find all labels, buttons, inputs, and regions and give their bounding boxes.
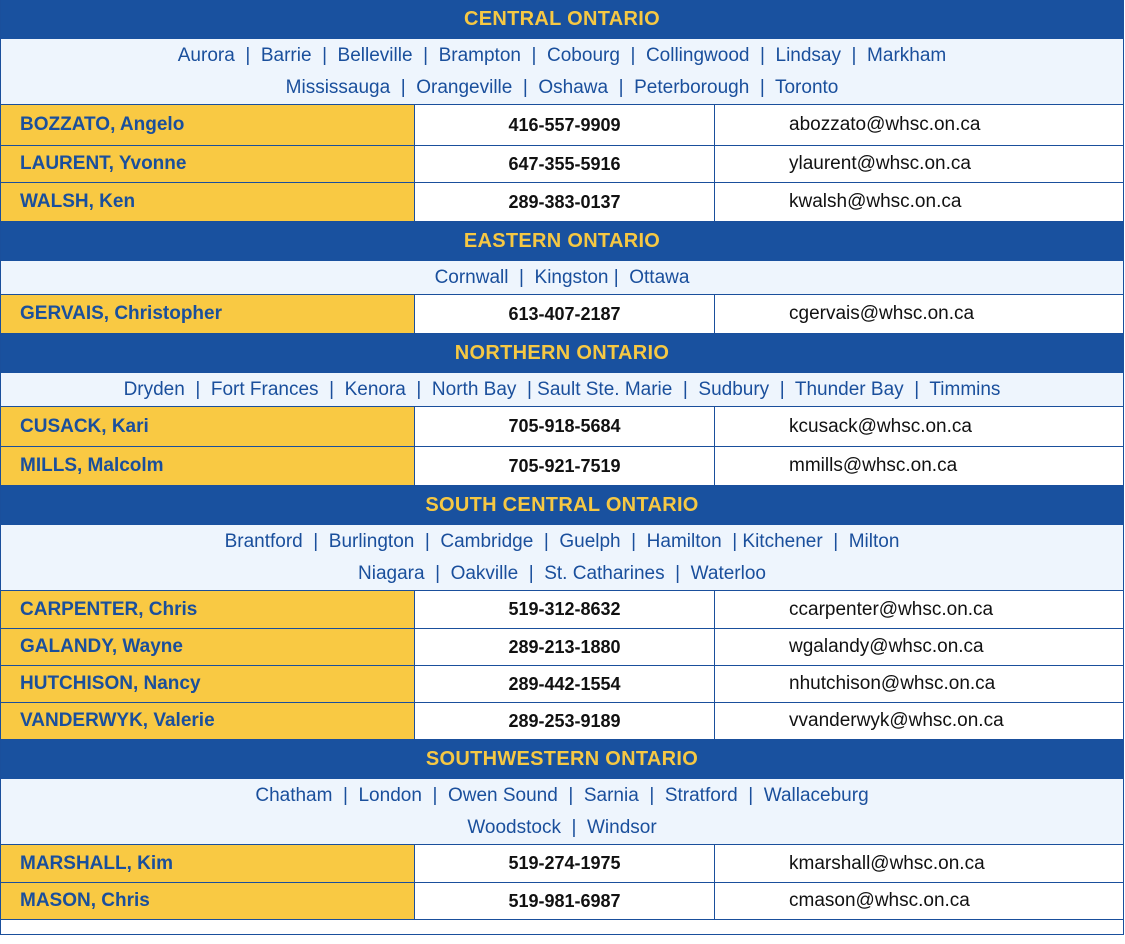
contact-email[interactable]: cmason@whsc.on.ca xyxy=(789,890,970,911)
contact-phone: 519-981-6987 xyxy=(415,883,715,919)
contact-name: BOZZATO, Angelo xyxy=(1,105,415,145)
contact-name: WALSH, Ken xyxy=(1,183,415,221)
contact-row xyxy=(1,295,1123,334)
contact-row xyxy=(1,105,1123,146)
contact-phone: 416-557-9909 xyxy=(415,105,715,145)
contact-row xyxy=(1,447,1123,486)
city-list-line: Niagara | Oakville | St. Catharines | Waterloo xyxy=(358,562,766,584)
contact-row xyxy=(1,845,1123,883)
region-header: EASTERN ONTARIO xyxy=(1,222,1123,261)
contact-email[interactable]: mmills@whsc.on.ca xyxy=(789,455,958,476)
region-cities xyxy=(1,373,1123,407)
contact-phone: 289-442-1554 xyxy=(415,666,715,702)
contact-phone: 613-407-2187 xyxy=(415,295,715,333)
contact-email[interactable]: kcusack@whsc.on.ca xyxy=(789,415,972,437)
city-list-line: Chatham | London | Owen Sound | Sarnia | Stratford | Wallaceburg xyxy=(255,784,869,806)
contact-email[interactable]: ylaurent@whsc.on.ca xyxy=(789,153,971,174)
contact-email[interactable]: kmarshall@whsc.on.ca xyxy=(789,852,985,874)
contact-name: CARPENTER, Chris xyxy=(1,591,415,628)
contact-phone: 647-355-5916 xyxy=(415,146,715,182)
contact-phone: 289-253-9189 xyxy=(415,703,715,739)
city-list-line: Mississauga | Orangeville | Oshawa | Peterborough | Toronto xyxy=(285,76,839,98)
contact-phone: 705-921-7519 xyxy=(415,447,715,485)
contact-row xyxy=(1,883,1123,920)
contact-name: MARSHALL, Kim xyxy=(1,845,415,882)
region-header: SOUTHWESTERN ONTARIO xyxy=(1,740,1123,779)
contact-name: MASON, Chris xyxy=(1,883,415,919)
contact-row xyxy=(1,591,1123,629)
contact-name: MILLS, Malcolm xyxy=(1,447,415,485)
city-list-line: Woodstock | Windsor xyxy=(467,816,657,838)
contact-row xyxy=(1,407,1123,447)
contact-name: HUTCHISON, Nancy xyxy=(1,666,415,702)
city-list-line: Brantford | Burlington | Cambridge | Guelph | Hamilton | Kitchener | Milton xyxy=(224,530,900,552)
city-list-line: Dryden | Fort Frances | Kenora | North Bay | Sault Ste. Marie | Sudbury | Thunder Bay | Timmins xyxy=(123,378,1001,400)
contact-name: VANDERWYK, Valerie xyxy=(1,703,415,739)
contact-name: CUSACK, Kari xyxy=(1,407,415,446)
contact-phone: 289-213-1880 xyxy=(415,629,715,665)
region-header: CENTRAL ONTARIO xyxy=(1,0,1123,39)
region-cities xyxy=(1,525,1123,591)
contact-phone: 519-312-8632 xyxy=(415,591,715,628)
contact-name: GALANDY, Wayne xyxy=(1,629,415,665)
contact-phone: 705-918-5684 xyxy=(415,407,715,446)
region-cities xyxy=(1,39,1123,105)
contact-email[interactable]: vvanderwyk@whsc.on.ca xyxy=(789,710,1004,731)
contact-row xyxy=(1,183,1123,222)
region-cities xyxy=(1,779,1123,845)
contact-row xyxy=(1,629,1123,666)
contact-email[interactable]: nhutchison@whsc.on.ca xyxy=(789,673,996,694)
contact-name: LAURENT, Yvonne xyxy=(1,146,415,182)
contact-email[interactable]: ccarpenter@whsc.on.ca xyxy=(789,598,994,620)
contact-email[interactable]: abozzato@whsc.on.ca xyxy=(789,114,981,135)
contact-row xyxy=(1,146,1123,183)
contact-email[interactable]: cgervais@whsc.on.ca xyxy=(789,303,975,324)
contact-row xyxy=(1,703,1123,740)
contact-phone: 289-383-0137 xyxy=(415,183,715,221)
city-list-line: Cornwall | Kingston | Ottawa xyxy=(434,266,690,288)
region-header: NORTHERN ONTARIO xyxy=(1,334,1123,373)
region-header: SOUTH CENTRAL ONTARIO xyxy=(1,486,1123,525)
city-list-line: Aurora | Barrie | Belleville | Brampton | Cobourg | Collingwood | Lindsay | Markham xyxy=(177,44,947,66)
contact-row xyxy=(1,666,1123,703)
contact-email[interactable]: wgalandy@whsc.on.ca xyxy=(789,636,984,657)
region-cities xyxy=(1,261,1123,295)
contact-name: GERVAIS, Christopher xyxy=(1,295,415,333)
contact-phone: 519-274-1975 xyxy=(415,845,715,882)
contact-email[interactable]: kwalsh@whsc.on.ca xyxy=(789,191,962,212)
